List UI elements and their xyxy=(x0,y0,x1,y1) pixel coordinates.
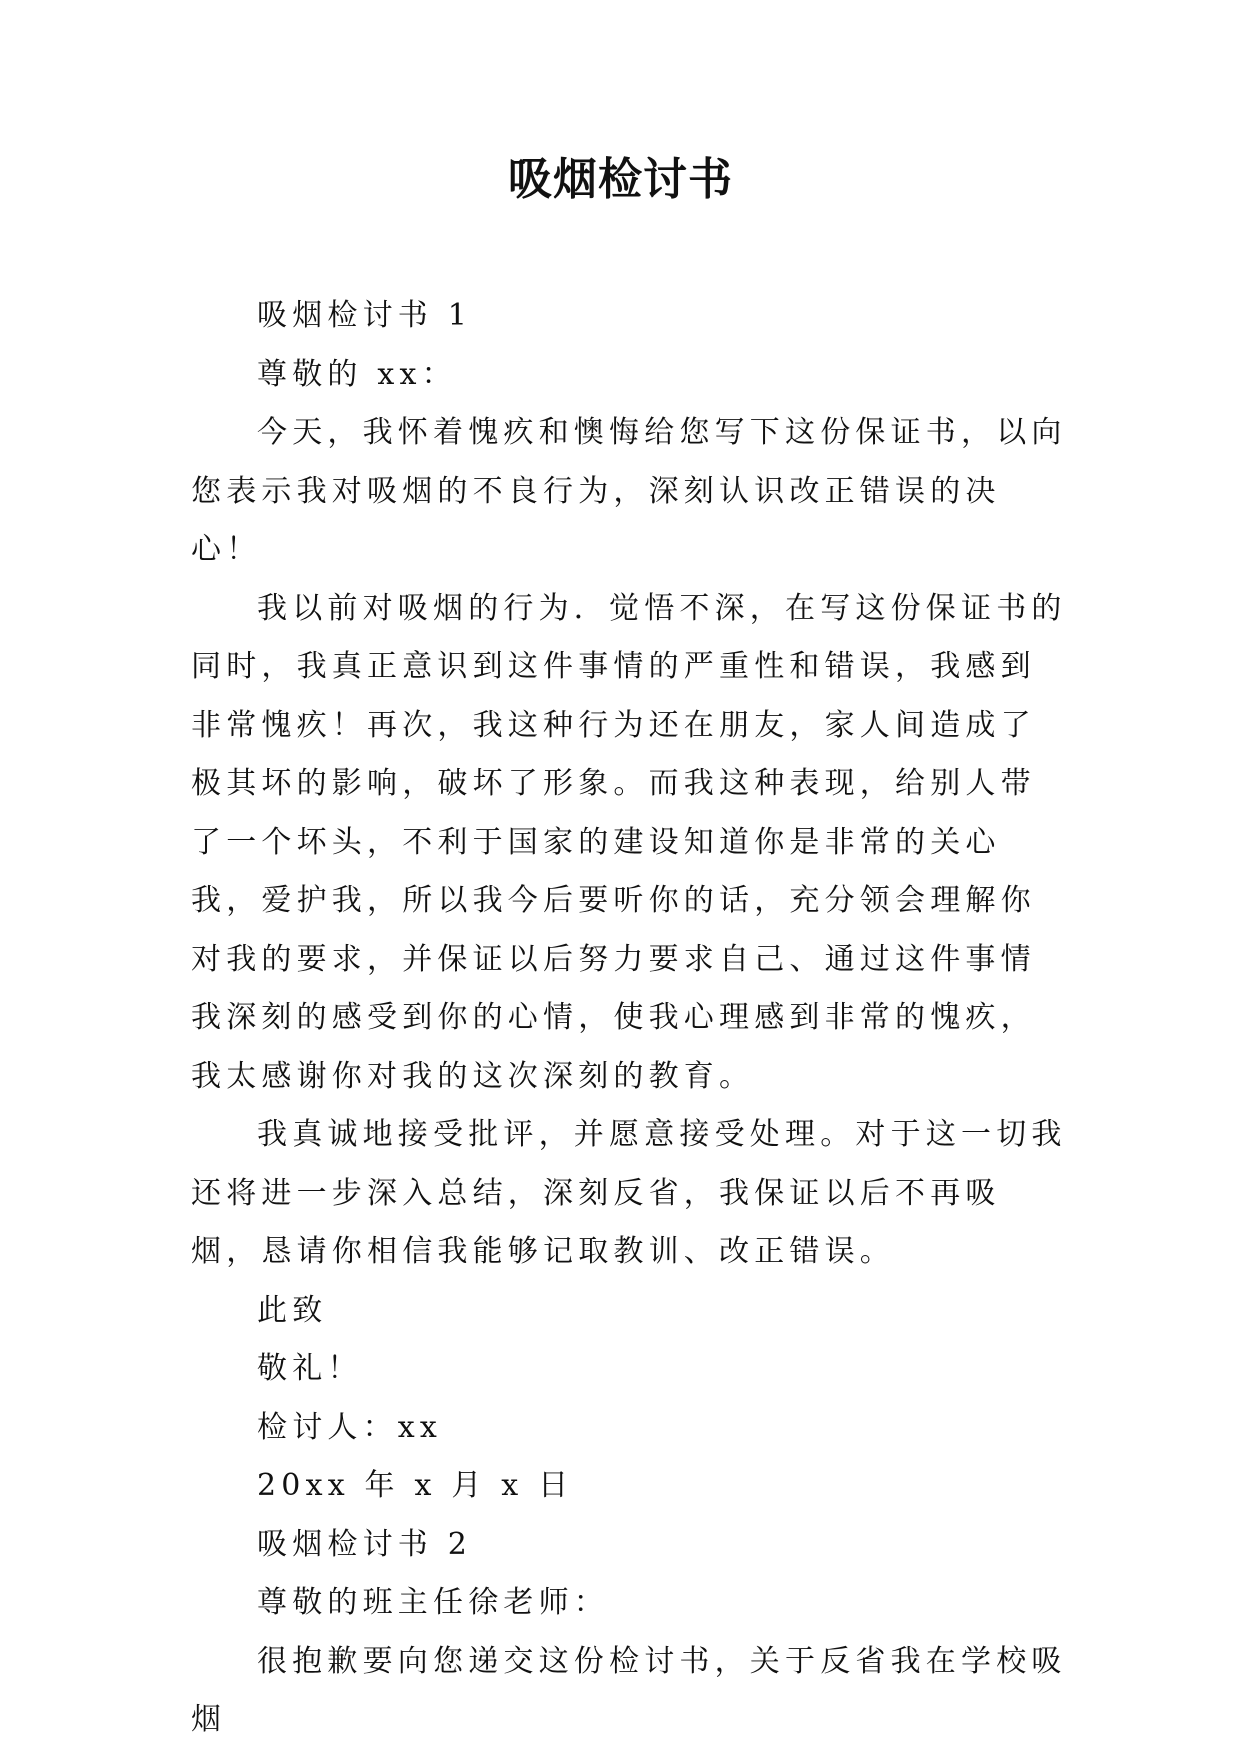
section-heading-2: 吸烟检讨书 2 xyxy=(257,1526,473,1562)
paragraph: 很抱歉要向您递交这份检讨书，关于反省我在学校吸烟 xyxy=(191,1643,1067,1737)
document-title: 吸烟检讨书 xyxy=(508,154,733,205)
salutation-2: 尊敬的班主任徐老师： xyxy=(257,1585,609,1620)
salutation-1: 尊敬的 xx： xyxy=(257,356,457,392)
paragraph: 今天，我怀着愧疚和懊悔给您写下这份保证书，以向您表示我对吸烟的不良行为，深刻认识改正错误的决心！ xyxy=(191,415,1067,567)
date-line: 20xx 年 x 月 x 日 xyxy=(257,1468,574,1503)
signature-line: 检讨人：xx xyxy=(257,1409,443,1445)
paragraph: 我以前对吸烟的行为．觉悟不深，在写这份保证书的同时，我真正意识到这件事情的严重性和错误，我感到非常愧疚！再次，我这种行为还在朋友，家人间造成了极其坏的影响，破坏了形象。而我这种表现，给别人带了一个坏头，不利于国家的建设知道你是非常的关心我，爱护我，所以我今后要听你的话，充分领会理解你对我的要求，并保证以后努力要求自己、通过这件事情我深刻的感受到你的心情，使我心理感到非常的愧疚，我太感谢你对我的这次深刻的教育。 xyxy=(191,590,1067,1094)
paragraph: 我真诚地接受批评，并愿意接受处理。对于这一切我还将进一步深入总结，深刻反省，我保证以后不再吸烟，恳请你相信我能够记取教训、改正错误。 xyxy=(191,1117,1067,1269)
closing-greeting: 敬礼！ xyxy=(257,1351,363,1386)
section-heading-1: 吸烟检讨书 1 xyxy=(257,298,473,333)
document-body xyxy=(191,287,1069,1750)
closing-line: 此致 xyxy=(257,1292,328,1328)
